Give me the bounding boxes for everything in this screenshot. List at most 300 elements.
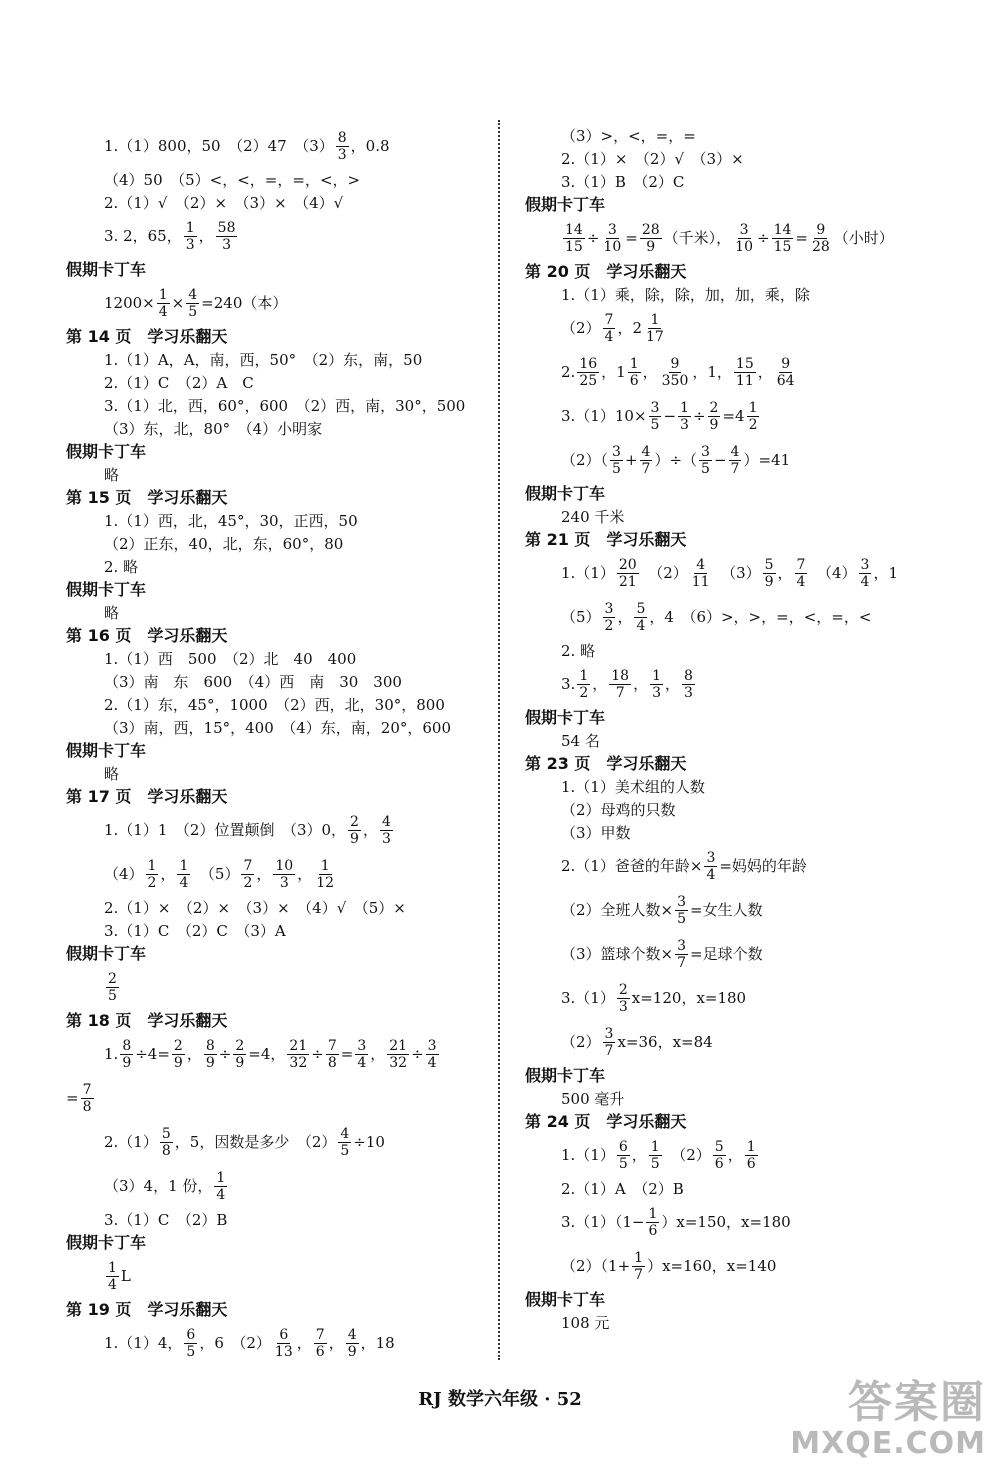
fraction-denominator: 3: [684, 684, 693, 701]
fraction-numerator: 3: [357, 1037, 367, 1054]
answer-text: ，: [297, 865, 313, 883]
answer-text: ，1: [873, 564, 898, 582]
fraction-numerator: 14: [773, 221, 792, 238]
answer-text: ，: [727, 1146, 743, 1164]
answer-line: 2.（1）A （2）B: [561, 1179, 684, 1198]
answer-text: （4）: [809, 564, 857, 582]
answer-line: 2. 略: [104, 557, 139, 576]
fraction-denominator: 9: [709, 416, 719, 433]
fraction-numerator: 2: [709, 399, 719, 416]
fraction: [336, 130, 349, 163]
fraction-denominator: 5: [650, 416, 660, 433]
answer-line: [525, 976, 965, 1020]
answer-text: 1.（1）1 （2）位置颠倒 （3）0，: [104, 821, 347, 839]
fraction-numerator: 1: [320, 857, 330, 874]
fraction: [690, 557, 712, 590]
fraction-numerator: 3: [701, 443, 710, 460]
fraction-numerator: 6: [618, 1138, 628, 1155]
fraction-numerator: 9: [670, 355, 680, 372]
fraction-denominator: 9: [350, 830, 359, 847]
answer-line: [66, 1321, 486, 1365]
answer-line: [525, 551, 965, 595]
answer-line: 3.（1）C （2）B: [104, 1210, 228, 1229]
fraction-numerator: 3: [677, 893, 687, 910]
answer-line: [525, 662, 965, 706]
answer-text: 3.（1）: [561, 989, 615, 1007]
answer-line: [66, 1164, 486, 1208]
fraction: [106, 1260, 119, 1293]
answer-line: （3）>，<，=，=: [561, 126, 696, 145]
answer-text: ÷: [586, 229, 600, 247]
fraction-numerator: 3: [427, 1037, 437, 1054]
answer-text: L: [120, 1267, 131, 1285]
answer-text: ，: [777, 564, 793, 582]
section-heading: 第 14 页 学习乐翻天: [66, 326, 228, 346]
answer-line: [66, 214, 486, 258]
answer-text: （5）: [192, 865, 240, 883]
fraction: [678, 400, 691, 433]
fraction-numerator: 1: [652, 667, 662, 684]
answer-text: =4，: [248, 1045, 286, 1063]
answer-line: 2.（1）东，45°，1000 （2）西，北，30°，800: [104, 695, 445, 714]
answer-text: ÷: [311, 1045, 324, 1063]
answer-line: [66, 281, 486, 325]
answer-line: [525, 888, 965, 932]
fraction: [640, 444, 653, 477]
fraction-denominator: 9: [235, 1054, 245, 1071]
answer-text: （3）: [713, 564, 761, 582]
answer-text: （2）: [663, 1146, 711, 1164]
fraction-numerator: 1: [216, 1169, 226, 1186]
fraction: [214, 1170, 227, 1203]
fraction-denominator: 7: [604, 1042, 614, 1059]
fraction-numerator: 4: [641, 443, 651, 460]
answer-text: ，0.8: [350, 137, 390, 155]
answer-text: ，: [256, 865, 272, 883]
answer-line: 3.（1）北，西，60°，600 （2）西，南，30°，500: [104, 396, 466, 415]
answer-text: （2）: [640, 564, 688, 582]
fraction: [426, 1038, 439, 1071]
fraction-denominator: 9: [122, 1054, 132, 1071]
fraction-denominator: 5: [188, 303, 198, 320]
fraction: [287, 1038, 309, 1071]
answer-text: 1.（1）4，: [104, 1334, 183, 1352]
fraction: [733, 222, 755, 255]
fraction-numerator: 4: [730, 443, 740, 460]
answer-text: （3）篮球个数×: [561, 945, 674, 963]
answer-text: =: [66, 1089, 79, 1107]
fraction-numerator: 8: [205, 1037, 215, 1054]
fraction: [157, 287, 170, 320]
fraction-numerator: 3: [739, 221, 749, 238]
answer-line: [525, 1020, 965, 1064]
fraction-denominator: 4: [706, 866, 716, 883]
answer-text: （小时）: [833, 229, 894, 247]
fraction-numerator: 1: [108, 1259, 117, 1276]
fraction: [387, 1038, 409, 1071]
fraction-numerator: 5: [764, 556, 774, 573]
answer-text: =: [795, 229, 808, 247]
section-heading: 第 19 页 学习乐翻天: [66, 1299, 228, 1319]
fraction-denominator: 7: [615, 684, 625, 701]
fraction-denominator: 6: [714, 1155, 724, 1172]
fraction-numerator: 1: [650, 311, 660, 328]
fraction: [734, 356, 756, 389]
fraction: [775, 356, 797, 389]
fraction: [675, 894, 688, 927]
fraction: [355, 1038, 368, 1071]
answer-line: 略: [104, 465, 120, 484]
section-heading: 假期卡丁车: [66, 740, 147, 760]
fraction-denominator: 13: [274, 1343, 293, 1360]
fraction-numerator: 3: [706, 849, 716, 866]
answer-line: 2.（1）√ （2）× （3）× （4）√: [104, 193, 344, 212]
fraction-denominator: 64: [776, 372, 795, 389]
fraction: [644, 312, 666, 345]
answer-text: ，: [757, 363, 773, 381]
section-heading: 第 21 页 学习乐翻天: [525, 529, 687, 549]
fraction: [577, 356, 599, 389]
answer-line: 108 元: [561, 1313, 610, 1332]
answer-text: ÷: [692, 407, 706, 425]
fraction-numerator: 3: [612, 443, 621, 460]
answer-line: 1.（1）西，北，45°，30，正西，50: [104, 511, 358, 530]
answer-text: ，: [665, 675, 681, 693]
fraction: [675, 938, 688, 971]
fraction-denominator: 6: [315, 1343, 325, 1360]
fraction: [380, 814, 393, 847]
fraction-numerator: 18: [611, 667, 630, 684]
fraction: [184, 1327, 197, 1360]
fraction: [233, 1038, 246, 1071]
page-footer: RJ 数学六年级 · 52: [418, 1389, 582, 1410]
answer-text: ，: [160, 865, 176, 883]
fraction-numerator: 7: [243, 857, 253, 874]
fraction-denominator: 4: [108, 1276, 117, 1293]
fraction: [577, 668, 590, 701]
section-heading: 假期卡丁车: [66, 441, 147, 461]
section-heading: 第 15 页 学习乐翻天: [66, 487, 228, 507]
watermark-text: 答案圈: [848, 1377, 986, 1428]
section-heading: 第 24 页 学习乐翻天: [525, 1111, 687, 1131]
fraction: [628, 356, 641, 389]
answer-line: 54 名: [561, 731, 600, 750]
answer-line: 500 毫升: [561, 1089, 625, 1108]
fraction: [348, 814, 361, 847]
fraction-denominator: 7: [730, 460, 740, 477]
section-heading: 第 20 页 学习乐翻天: [525, 261, 687, 281]
answer-line: 2. 略: [561, 641, 596, 660]
section-heading: 假期卡丁车: [66, 259, 147, 279]
answer-text: =: [625, 229, 638, 247]
fraction: [120, 1038, 133, 1071]
fraction: [859, 557, 872, 590]
right-answer-column: [525, 124, 965, 1334]
fraction-numerator: 1: [650, 1138, 660, 1155]
fraction-denominator: 8: [161, 1142, 171, 1159]
answer-line: [66, 1254, 486, 1298]
fraction-numerator: 2: [618, 981, 628, 998]
answer-line: （4）50 （5）<，<，=，=，<，>: [104, 170, 361, 189]
fraction: [632, 1250, 645, 1283]
fraction-numerator: 1: [746, 1138, 756, 1155]
fraction-denominator: 5: [108, 987, 117, 1004]
fraction: [314, 1327, 327, 1360]
fraction-denominator: 11: [691, 573, 710, 590]
fraction-denominator: 5: [612, 460, 621, 477]
watermark-logo: [790, 1379, 986, 1461]
answer-line: [525, 216, 965, 260]
answer-line: [525, 394, 965, 438]
answer-line: [66, 1120, 486, 1164]
answer-line: [525, 844, 965, 888]
answer-text: ）=41: [743, 451, 791, 469]
answer-line: （3）甲数: [561, 823, 631, 842]
fraction-numerator: 1: [748, 399, 758, 416]
fraction-denominator: 10: [603, 238, 622, 255]
answer-text: ，: [198, 227, 214, 245]
answer-line: 3.（1）C （2）C （3）A: [104, 921, 286, 940]
answer-line: [525, 1200, 965, 1244]
fraction-denominator: 3: [652, 684, 662, 701]
fraction-denominator: 4: [158, 303, 168, 320]
answer-text: ÷: [756, 229, 770, 247]
fraction: [713, 1139, 726, 1172]
answer-text: ，: [617, 608, 633, 626]
answer-line: 1.（1）乘，除，除，加，加，乘，除: [561, 285, 810, 304]
fraction-denominator: 3: [222, 236, 232, 253]
fraction-numerator: 15: [735, 355, 754, 372]
fraction-denominator: 7: [677, 954, 687, 971]
fraction: [609, 668, 631, 701]
answer-text: 2.（1）爸爸的年龄×: [561, 857, 703, 875]
answer-text: 2.（1）: [104, 1133, 158, 1151]
answer-text: =妈妈的年龄: [719, 857, 807, 875]
fraction: [795, 557, 808, 590]
fraction-denominator: 6: [629, 372, 639, 389]
fraction-denominator: 32: [289, 1054, 308, 1071]
answer-text: ，4 （6）>，>，=，<，=，<: [649, 608, 872, 626]
fraction-denominator: 10: [735, 238, 753, 255]
fraction-denominator: 7: [641, 460, 651, 477]
fraction-denominator: 7: [634, 1266, 644, 1283]
fraction: [640, 222, 662, 255]
fraction: [745, 1139, 758, 1172]
fraction-denominator: 9: [173, 1054, 183, 1071]
fraction-denominator: 17: [646, 328, 664, 345]
answer-text: =女生人数: [690, 901, 763, 919]
answer-text: ，1，: [692, 363, 732, 381]
fraction: [763, 557, 776, 590]
answer-text: =240（本）: [201, 294, 288, 312]
fraction: [184, 220, 197, 253]
fraction-denominator: 4: [179, 874, 189, 891]
fraction: [106, 971, 119, 1004]
answer-text: ，: [370, 1045, 386, 1063]
answer-text: ，5，因数是多少 （2）: [174, 1133, 337, 1151]
fraction: [603, 1026, 616, 1059]
fraction: [204, 1038, 217, 1071]
answer-line: 1.（1）美术组的人数: [561, 777, 705, 796]
fraction: [649, 1139, 662, 1172]
answer-line: [525, 1244, 965, 1288]
fraction-numerator: 1: [185, 219, 195, 236]
fraction-denominator: 3: [618, 998, 628, 1015]
fraction-denominator: 4: [427, 1054, 437, 1071]
answer-text: （2）: [561, 319, 601, 337]
fraction-denominator: 2: [579, 684, 589, 701]
answer-line: 2.（1）× （2）√ （3）×: [561, 149, 744, 168]
fraction-numerator: 2: [350, 813, 359, 830]
fraction-numerator: 7: [327, 1037, 337, 1054]
fraction-numerator: 1: [629, 355, 639, 372]
answer-text: ，: [328, 1334, 344, 1352]
answer-text: （4）: [104, 865, 144, 883]
fraction-numerator: 8: [122, 1037, 132, 1054]
fraction-numerator: 1: [158, 286, 168, 303]
fraction-denominator: 5: [677, 910, 687, 927]
fraction: [617, 982, 630, 1015]
fraction-denominator: 4: [796, 573, 806, 590]
answer-line: （3）南，西，15°，400 （4）东，南，20°，600: [104, 718, 452, 737]
fraction-denominator: 4: [636, 617, 646, 634]
fraction: [177, 858, 190, 891]
answer-text: 1.: [104, 1045, 119, 1063]
fraction: [634, 601, 647, 634]
fraction: [273, 1327, 295, 1360]
fraction-denominator: 32: [389, 1054, 408, 1071]
fraction: [326, 1038, 339, 1071]
fraction-denominator: 8: [82, 1098, 92, 1115]
answer-text: 1.（1）: [561, 1146, 615, 1164]
section-heading: 假期卡丁车: [525, 707, 606, 727]
answer-text: ，2: [617, 319, 643, 337]
fraction-denominator: 3: [381, 830, 391, 847]
answer-text: =足球个数: [690, 945, 763, 963]
answer-text: 3.（1）10×: [561, 407, 647, 425]
fraction-numerator: 20: [618, 556, 637, 573]
fraction-denominator: 4: [216, 1186, 226, 1203]
fraction-numerator: 4: [381, 813, 391, 830]
fraction-denominator: 11: [735, 372, 754, 389]
answer-text: ÷: [411, 1045, 424, 1063]
fraction: [704, 850, 717, 883]
fraction-numerator: 1: [634, 1249, 644, 1266]
fraction-denominator: 25: [579, 372, 598, 389]
answer-line: [525, 1133, 965, 1177]
answer-line: [525, 350, 965, 394]
fraction-numerator: 14: [565, 221, 583, 238]
fraction-numerator: 6: [279, 1326, 289, 1343]
answer-text: +: [624, 451, 638, 469]
fraction-denominator: 12: [316, 874, 335, 891]
answer-text: x=120，x=180: [631, 989, 747, 1007]
fraction: [273, 858, 295, 891]
answer-text: （3）4，1 份，: [104, 1177, 213, 1195]
answer-line: [66, 852, 486, 896]
fraction-numerator: 7: [604, 311, 614, 328]
answer-text: ÷4=: [135, 1045, 170, 1063]
fraction: [617, 557, 639, 590]
fraction-denominator: 350: [661, 372, 689, 389]
fraction: [346, 1327, 359, 1360]
answer-text: ×: [171, 294, 185, 312]
answer-line: 2.（1）× （2）× （3）× （4）√ （5）×: [104, 898, 406, 917]
fraction-numerator: 7: [796, 556, 806, 573]
fraction: [601, 222, 623, 255]
fraction: [81, 1082, 94, 1115]
answer-text: ，18: [360, 1334, 395, 1352]
answer-text: （2）（: [561, 451, 609, 469]
answer-text: ÷: [218, 1045, 232, 1063]
fraction: [708, 400, 721, 433]
answer-text: ）x=150，x=180: [661, 1213, 791, 1231]
fraction: [603, 312, 616, 345]
fraction: [603, 601, 616, 634]
fraction: [314, 858, 336, 891]
fraction-denominator: 3: [680, 416, 689, 433]
fraction-numerator: 5: [714, 1138, 724, 1155]
section-heading: 假期卡丁车: [525, 483, 606, 503]
fraction: [241, 858, 254, 891]
fraction-numerator: 3: [860, 556, 870, 573]
fraction-numerator: 4: [347, 1326, 357, 1343]
answer-line: 1.（1）西 500 （2）北 40 400: [104, 649, 357, 668]
answer-line: （2）正东，40，北，东，60°，80: [104, 534, 344, 553]
answer-text: 3. 2，65，: [104, 227, 182, 245]
fraction-numerator: 3: [650, 399, 660, 416]
fraction-numerator: 2: [108, 970, 117, 987]
fraction: [660, 356, 691, 389]
answer-text: ，: [362, 821, 378, 839]
answer-text: ，: [642, 363, 658, 381]
fraction-numerator: 28: [641, 221, 660, 238]
section-heading: 第 18 页 学习乐翻天: [66, 1010, 228, 1030]
answer-line: 3.（1）B （2）C: [561, 172, 685, 191]
fraction-numerator: 1: [147, 857, 157, 874]
fraction-denominator: 2: [243, 874, 253, 891]
fraction-numerator: 6: [186, 1326, 196, 1343]
answer-text: ）x=160，x=140: [647, 1257, 777, 1275]
fraction-denominator: 5: [340, 1142, 350, 1159]
fraction-numerator: 4: [188, 286, 198, 303]
section-heading: 假期卡丁车: [525, 194, 606, 214]
answer-text: 3.（1）（1−: [561, 1213, 645, 1231]
answer-text: ，1: [601, 363, 626, 381]
answer-line: [66, 124, 486, 168]
answer-text: 3.: [561, 675, 576, 693]
column-divider: [498, 120, 500, 1360]
answer-text: =4: [722, 407, 745, 425]
fraction-numerator: 2: [235, 1037, 245, 1054]
fraction: [699, 444, 712, 477]
answer-text: （2）: [561, 1033, 601, 1051]
fraction-numerator: 1: [579, 667, 589, 684]
answer-text: ，: [296, 1334, 312, 1352]
fraction: [617, 1139, 630, 1172]
fraction-denominator: 4: [860, 573, 870, 590]
fraction: [650, 668, 663, 701]
fraction-numerator: 4: [340, 1125, 350, 1142]
fraction: [160, 1126, 173, 1159]
answer-line: [66, 1032, 486, 1076]
answer-text: 1200×: [104, 294, 155, 312]
answer-text: ，: [186, 1045, 202, 1063]
answer-line: [66, 965, 486, 1009]
fraction-denominator: 5: [186, 1343, 196, 1360]
answer-text: −: [713, 451, 727, 469]
fraction-denominator: 2: [604, 617, 614, 634]
